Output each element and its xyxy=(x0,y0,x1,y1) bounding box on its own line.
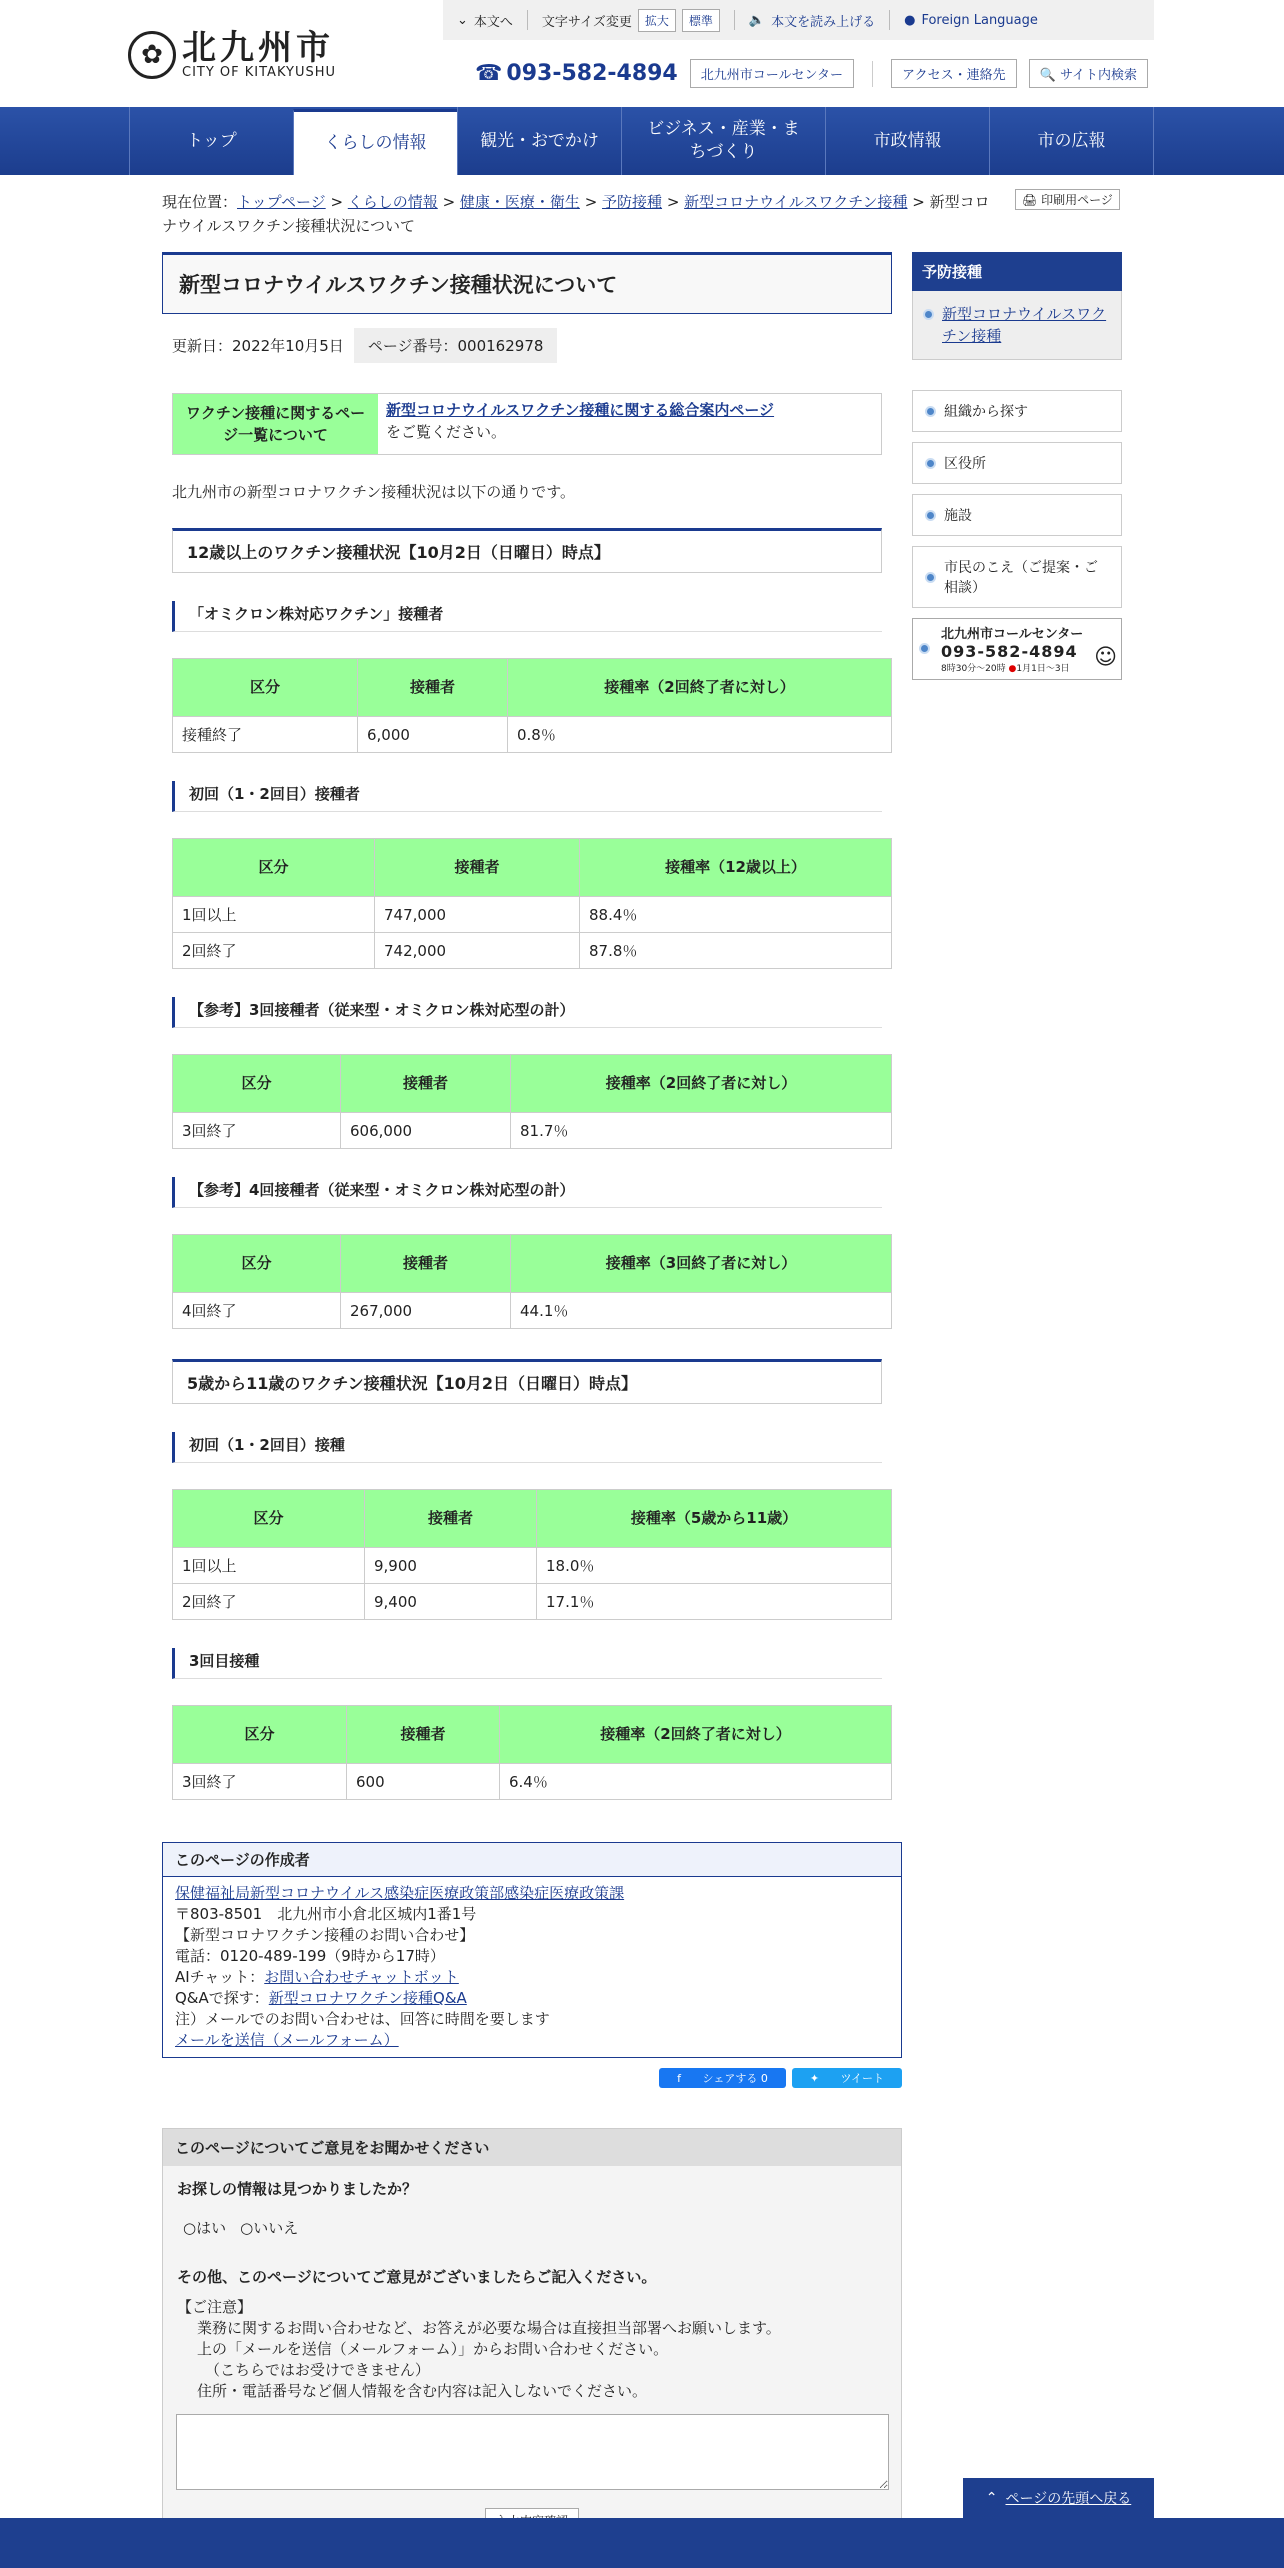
email-note: 注）メールでのお問い合わせは、回答に時間を要します xyxy=(175,2010,550,2028)
qa-link[interactable]: 新型コロナワクチン接種Q&A xyxy=(268,1989,467,2007)
city-emblem-icon: ✿ xyxy=(128,31,176,79)
column-header: 区分 xyxy=(173,659,358,717)
cell: 3回終了 xyxy=(173,1764,347,1800)
author-heading: このページの作成者 xyxy=(163,1843,901,1877)
column-header: 接種者 xyxy=(341,1055,511,1113)
call-center-button[interactable]: 北九州市コールセンター xyxy=(690,59,854,88)
bullet-icon xyxy=(925,572,936,583)
guide-text xyxy=(378,394,782,454)
table-row xyxy=(173,1584,892,1620)
nav-tourism[interactable]: 観光・おでかけ xyxy=(457,107,621,175)
cell: 1回以上 xyxy=(173,897,375,933)
banner-phone: 093-582-4894 xyxy=(941,642,1078,661)
data-table xyxy=(172,658,892,753)
data-table xyxy=(172,1705,892,1800)
skip-label: 本文へ xyxy=(473,14,513,30)
print-button[interactable] xyxy=(1015,189,1120,210)
column-header: 接種率（2回終了者に対し） xyxy=(511,1055,892,1113)
foreign-language-link[interactable] xyxy=(890,13,1052,28)
column-header: 接種者 xyxy=(358,659,508,717)
font-size-label: 文字サイズ変更 xyxy=(541,14,632,30)
note-line: 上の「メールを送信（メールフォーム）」からお問い合わせください。 xyxy=(197,2340,669,2358)
comment-question: その他、このページについてご意見がございましたらご記入ください。 xyxy=(177,2268,657,2286)
sidebar xyxy=(912,252,1122,680)
cell: 0.8％ xyxy=(508,717,892,753)
bullet-icon xyxy=(925,458,936,469)
column-header: 区分 xyxy=(173,1235,341,1293)
font-enlarge-button[interactable]: 拡大 xyxy=(638,9,676,32)
read-aloud-label: 本文を読み上げる xyxy=(771,14,876,30)
cell: 44.1％ xyxy=(511,1293,892,1329)
table-row xyxy=(173,933,892,969)
column-header: 接種者 xyxy=(365,1490,537,1548)
nav-city-info[interactable]: 市政情報 xyxy=(825,107,989,175)
back-to-top-button[interactable] xyxy=(963,2478,1154,2518)
note-line: （こちらではお受けできません） xyxy=(205,2361,430,2379)
mascot-icon: ☺ xyxy=(1094,645,1117,670)
column-header: 接種率（2回終了者に対し） xyxy=(508,659,892,717)
cell: 9,400 xyxy=(365,1584,537,1620)
page-number: ページ番号：000162978 xyxy=(354,328,558,363)
guide-label: ワクチン接種に関するページ一覧について xyxy=(173,394,378,454)
globe-icon: ● xyxy=(904,12,916,28)
author-box xyxy=(162,1842,902,2058)
sidebar-heading: 予防接種 xyxy=(912,252,1122,291)
bullet-icon xyxy=(923,309,934,320)
radio-no-label: いいえ xyxy=(253,2219,299,2237)
share-buttons xyxy=(162,2068,902,2088)
cell: 88.4％ xyxy=(580,897,892,933)
inquiry-heading: 【新型コロナワクチン接種のお問い合わせ】 xyxy=(175,1926,475,1944)
site-header xyxy=(0,0,1284,107)
speaker-icon: 🔈 xyxy=(748,12,766,28)
phone-number[interactable] xyxy=(475,61,678,86)
nav-business-label: ビジネス・産業・まちづくり xyxy=(647,119,800,162)
updated-date: 更新日：2022年10月5日 xyxy=(172,337,344,355)
column-header: 区分 xyxy=(173,1490,365,1548)
column-header: 接種者 xyxy=(341,1235,511,1293)
cell: 87.8％ xyxy=(580,933,892,969)
breadcrumb: 現在位置：トップページ > くらしの情報 > 健康・医療・衛生 > 予防接種 > 新型コロナウイルスワクチン接種 > 新型コロナウイルスワクチン接種状況について xyxy=(162,193,990,235)
note-line: 住所・電話番号など個人情報を含む内容は記入しないでください。 xyxy=(197,2382,648,2400)
breadcrumb-link[interactable]: 健康・医療・衛生 xyxy=(459,193,580,211)
twitter-label: ツイート xyxy=(840,2072,884,2085)
chatbot-link[interactable]: お問い合わせチャットボット xyxy=(264,1968,459,1986)
department-link[interactable]: 保健福祉局新型コロナウイルス感染症医療政策部感染症医療政策課 xyxy=(175,1884,625,1902)
chevron-down-icon: ⌄ xyxy=(457,12,468,28)
telephone: 電話：0120-489-199（9時から17時） xyxy=(175,1947,445,1965)
column-header: 区分 xyxy=(173,1055,341,1113)
search-icon: 🔍 xyxy=(1039,68,1060,83)
sidebar-item-ward-office[interactable] xyxy=(912,442,1122,484)
note-heading: 【ご注意】 xyxy=(177,2298,253,2316)
phone-text: 093-582-4894 xyxy=(506,61,678,86)
banner-hours: 8時30分～20時 xyxy=(941,664,1006,674)
utility-bar xyxy=(443,0,1154,40)
font-standard-button[interactable]: 標準 xyxy=(682,9,720,32)
logo-text: 北九州市 xyxy=(182,28,334,68)
banner-title: 北九州市コールセンター xyxy=(941,627,1084,642)
cell: 18.0％ xyxy=(537,1548,892,1584)
access-button[interactable]: アクセス・連絡先 xyxy=(891,59,1017,88)
cell: 747,000 xyxy=(375,897,580,933)
column-header: 接種率（12歳以上） xyxy=(580,839,892,897)
table-heading: 3回目接種 xyxy=(172,1648,882,1679)
bullet-icon xyxy=(925,510,936,521)
author-body xyxy=(163,1877,901,2057)
feedback-form xyxy=(162,2128,902,2548)
address: 〒803-8501 北九州市小倉北区城内1番1号 xyxy=(175,1905,477,1923)
table-heading: 【参考】4回接種者（従来型・オミクロン株対応型の計） xyxy=(172,1177,882,1208)
table-row xyxy=(173,717,892,753)
qa-label: Q&Aで探す： xyxy=(175,1989,269,2007)
radio-yes-label: はい xyxy=(196,2219,227,2237)
breadcrumb-current: 新型コロナウイルスワクチン接種状況について xyxy=(162,193,990,235)
breadcrumb-link[interactable]: 予防接種 xyxy=(602,193,663,211)
nav-business[interactable] xyxy=(621,107,825,175)
sidebar-item-label: 区役所 xyxy=(944,456,986,472)
read-aloud-link[interactable] xyxy=(735,11,889,30)
feedback-heading: このページについてご意見をお聞かせください xyxy=(163,2129,901,2166)
feedback-notes xyxy=(163,2287,901,2402)
nav-pr[interactable]: 市の広報 xyxy=(989,107,1154,175)
sidebar-item-facilities[interactable] xyxy=(912,494,1122,536)
footer-bar xyxy=(0,2518,1284,2568)
cell: 600 xyxy=(347,1764,500,1800)
cell: 742,000 xyxy=(375,933,580,969)
facebook-share-button[interactable] xyxy=(659,2068,786,2088)
skip-to-content-link[interactable] xyxy=(443,11,527,30)
foreign-language-label: Foreign Language xyxy=(921,12,1038,28)
note-line: 業務に関するお問い合わせなど、お答えが必要な場合は直接担当部署へお願いします。 xyxy=(197,2319,781,2337)
cell: 2回終了 xyxy=(173,1584,365,1620)
facebook-icon: f xyxy=(677,2072,685,2085)
sidebar-item-label: 組織から探す xyxy=(944,404,1028,420)
sidebar-item-label: 施設 xyxy=(944,508,972,524)
chevron-up-icon: ⌃ xyxy=(985,2490,998,2506)
cell: 4回終了 xyxy=(173,1293,341,1329)
twitter-icon: ✦ xyxy=(809,2072,823,2085)
cell: 17.1％ xyxy=(537,1584,892,1620)
column-header: 接種者 xyxy=(347,1706,500,1764)
column-header: 接種率（5歳から11歳） xyxy=(537,1490,892,1548)
page-title: 新型コロナウイルスワクチン接種状況について xyxy=(162,252,892,314)
breadcrumb-prefix: 現在位置： xyxy=(162,193,238,211)
radio-no[interactable] xyxy=(240,2217,298,2238)
cell: 接種終了 xyxy=(173,717,358,753)
cell: 1回以上 xyxy=(173,1548,365,1584)
table-row xyxy=(173,897,892,933)
cell: 6.4％ xyxy=(500,1764,892,1800)
back-to-top-label: ページの先頭へ戻る xyxy=(1005,2491,1132,2507)
cell: 81.7％ xyxy=(511,1113,892,1149)
header-links xyxy=(475,59,1148,88)
data-table xyxy=(172,838,892,969)
table-row xyxy=(173,1764,892,1800)
cell: 9,900 xyxy=(365,1548,537,1584)
radio-circle-icon: ○ xyxy=(183,2219,197,2237)
table-row xyxy=(173,1548,892,1584)
cell: 6,000 xyxy=(358,717,508,753)
closed-icon: ● xyxy=(1008,664,1017,674)
site-logo[interactable] xyxy=(128,30,336,80)
column-header: 区分 xyxy=(173,1706,347,1764)
sidebar-item-vaccine[interactable] xyxy=(923,303,1111,347)
column-header: 接種率（2回終了者に対し） xyxy=(500,1706,892,1764)
data-table xyxy=(172,1054,892,1149)
main-content xyxy=(162,252,892,2548)
cell: 267,000 xyxy=(341,1293,511,1329)
table-heading: 初回（1・2回目）接種者 xyxy=(172,781,882,812)
column-header: 区分 xyxy=(173,839,375,897)
twitter-tweet-button[interactable] xyxy=(792,2068,902,2088)
cell: 3回終了 xyxy=(173,1113,341,1149)
cell: 606,000 xyxy=(341,1113,511,1149)
found-radio-group xyxy=(163,2199,901,2238)
printer-icon: 🖨 xyxy=(1022,193,1042,207)
table-heading: 初回（1・2回目）接種 xyxy=(172,1432,882,1463)
cell: 2回終了 xyxy=(173,933,375,969)
global-nav xyxy=(0,107,1284,175)
site-search-label: サイト内検索 xyxy=(1059,68,1138,83)
guide-tail: をご覧ください。 xyxy=(386,423,507,441)
site-search-button[interactable] xyxy=(1029,59,1148,88)
table-heading: 「オミクロン株対応ワクチン」接種者 xyxy=(172,601,882,632)
feedback-question: お探しの情報は見つかりましたか？ xyxy=(177,2180,418,2198)
bullet-icon xyxy=(919,643,930,654)
font-size-controls xyxy=(528,9,734,32)
divider xyxy=(872,61,873,87)
comment-textarea[interactable] xyxy=(176,2414,889,2490)
sidebar-item-citizen-voice[interactable] xyxy=(912,546,1122,608)
radio-yes[interactable] xyxy=(183,2217,226,2238)
sidebar-submenu xyxy=(912,291,1122,360)
guide-box xyxy=(172,393,882,455)
nav-top[interactable]: トップ xyxy=(129,107,293,175)
table-heading: 【参考】3回接種者（従来型・オミクロン株対応型の計） xyxy=(172,997,882,1028)
column-header: 接種率（3回終了者に対し） xyxy=(511,1235,892,1293)
section-heading: 5歳から11歳のワクチン接種状況【10月2日（日曜日）時点】 xyxy=(172,1359,882,1404)
sidebar-item-organization[interactable] xyxy=(912,390,1122,432)
print-label: 印刷用ページ xyxy=(1041,193,1113,207)
column-header: 接種者 xyxy=(375,839,580,897)
guide-link[interactable]: 新型コロナウイルスワクチン接種に関する総合案内ページ xyxy=(386,401,775,419)
intro-text: 北九州市の新型コロナワクチン接種状況は以下の通りです。 xyxy=(172,483,576,501)
sidebar-item-label: 市民のこえ（ご提案・ご相談） xyxy=(944,560,1098,596)
breadcrumb-link[interactable]: トップページ xyxy=(237,193,326,211)
banner-closed-days: 1月1日～3日 xyxy=(1016,664,1070,674)
bullet-icon xyxy=(925,406,936,417)
nav-living[interactable]: くらしの情報 xyxy=(293,109,457,175)
radio-circle-icon: ○ xyxy=(240,2219,254,2237)
table-row xyxy=(173,1113,892,1149)
breadcrumb-link[interactable]: くらしの情報 xyxy=(347,193,438,211)
sidebar-item-label: 新型コロナウイルスワクチン接種 xyxy=(942,305,1107,345)
table-row xyxy=(173,1293,892,1329)
ai-chat-label: AIチャット： xyxy=(175,1968,265,1986)
breadcrumb-link[interactable]: 新型コロナウイルスワクチン接種 xyxy=(684,193,908,211)
phone-icon: ☎ xyxy=(475,61,503,86)
section-heading: 12歳以上のワクチン接種状況【10月2日（日曜日）時点】 xyxy=(172,528,882,573)
logo-subtext: CITY OF KITAKYUSHU xyxy=(182,65,337,80)
mail-form-link[interactable]: メールを送信（メールフォーム） xyxy=(175,2031,399,2049)
data-table xyxy=(172,1234,892,1329)
data-table xyxy=(172,1489,892,1620)
facebook-label: シェアする 0 xyxy=(702,2072,768,2085)
page-meta xyxy=(172,328,892,363)
call-center-banner[interactable] xyxy=(912,618,1122,680)
